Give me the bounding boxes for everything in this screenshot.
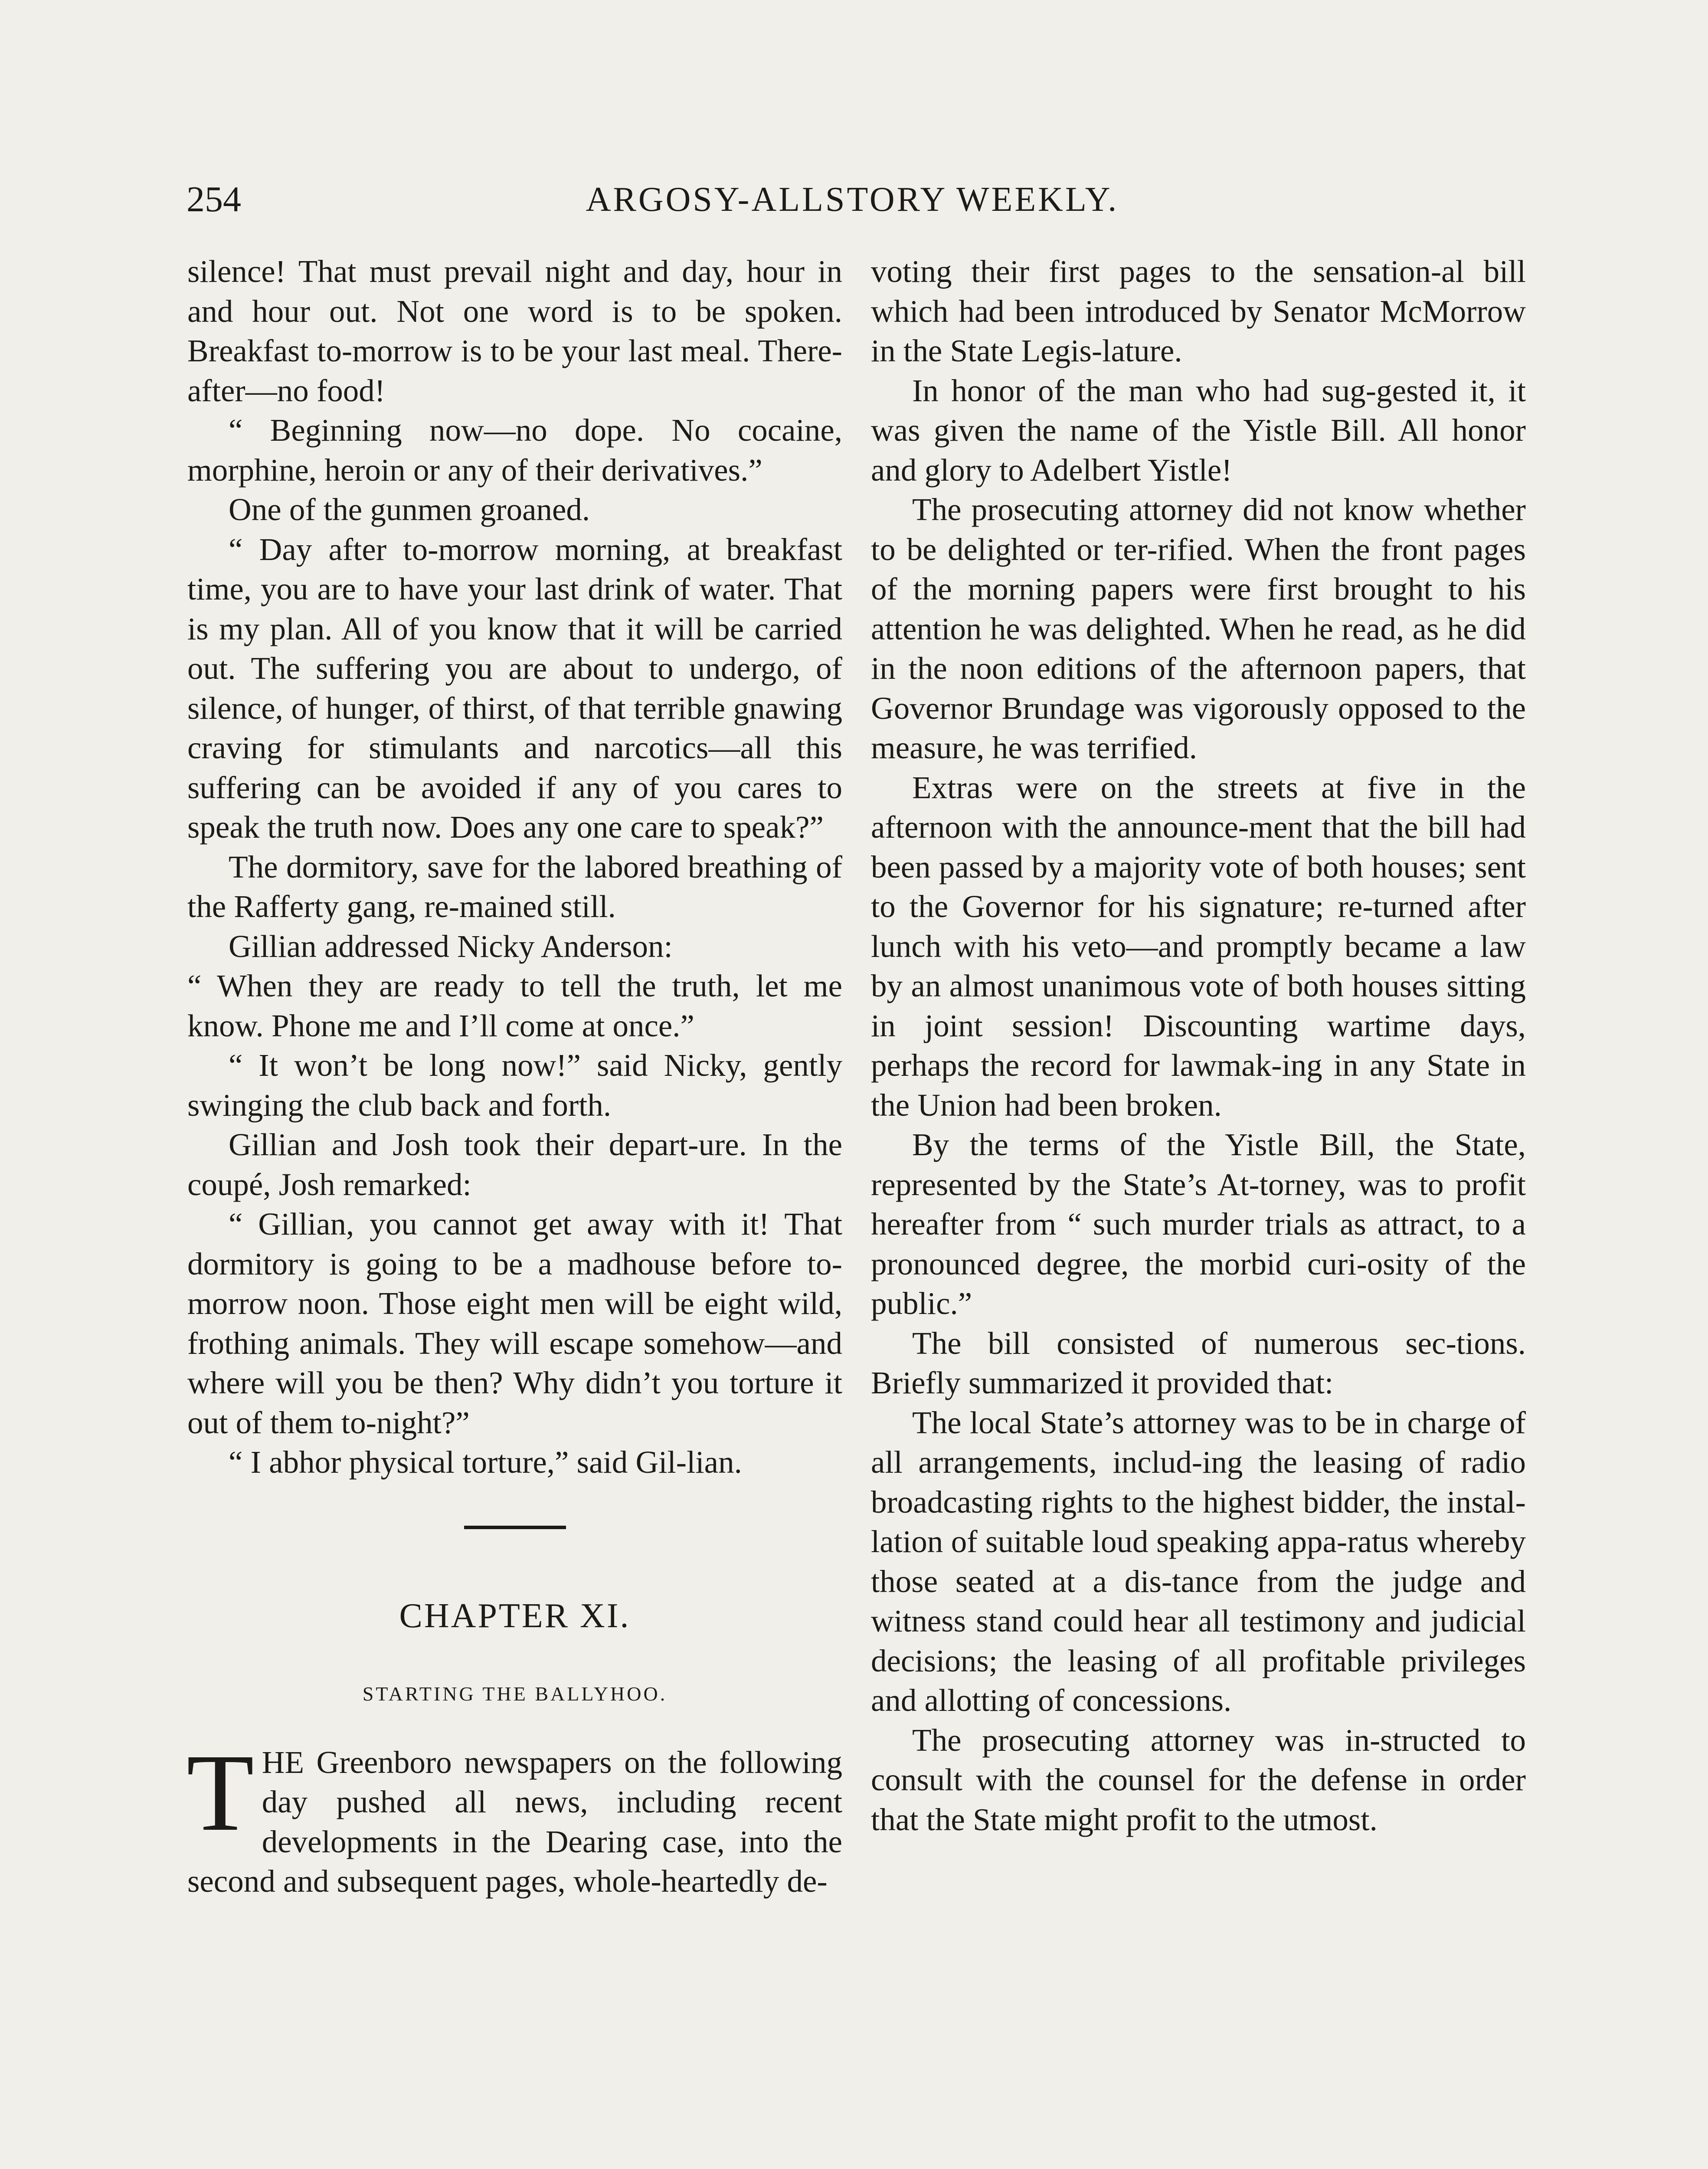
paragraph: voting their first pages to the sensation-al bill which had been introduced by Senator McMorrow in the State Legis-lature. bbox=[871, 254, 1526, 368]
paragraph: The prosecuting attorney was in-structed to consult with the counsel for the defense in order that the State might profit to the utmost. bbox=[871, 1722, 1526, 1837]
paragraph: “ I abhor physical torture,” said Gil-lian. bbox=[229, 1445, 742, 1480]
paragraph: In honor of the man who had sug-gested it, it was given the name of the Yistle Bill. All honor and glory to Adelbert Yistle! bbox=[871, 373, 1526, 488]
paragraph: “ It won’t be long now!” said Nicky, gently swinging the club back and forth. bbox=[187, 1048, 842, 1123]
paragraph: By the terms of the Yistle Bill, the State, represented by the State’s At-torney, was to profit hereafter from “ such murder trials as attract, to a pronounced degree, the morbid curi-osity of the public.” bbox=[871, 1127, 1526, 1321]
right-column bbox=[871, 252, 1526, 1839]
paragraph: Gillian and Josh took their depart-ure. In the coupé, Josh remarked: bbox=[187, 1127, 842, 1202]
drop-cap: T bbox=[187, 1731, 254, 1854]
chapter-title: CHAPTER XI. bbox=[399, 1596, 631, 1635]
paragraph: The prosecuting attorney did not know whether to be delighted or ter-rified. When the front pages of the morning papers were first brought to his attention he was delighted. When he read, as he did in the noon editions of the afternoon papers, that Governor Brundage was vigorously opposed to the measure, he was terrified. bbox=[871, 492, 1526, 765]
paragraph: “ Day after to-morrow morning, at breakfast time, you are to have your last drink of water. That is my plan. All of you know that it will be carried out. The suffering you are about to undergo, of silence, of hunger, of thirst, of that terrible gnawing craving for stimulants and narcotics—all this suffering can be avoided if any of you cares to speak the truth now. Does any one care to speak?” bbox=[187, 531, 842, 845]
page-header bbox=[187, 174, 1518, 226]
section-divider bbox=[464, 1526, 566, 1529]
paragraph: The bill consisted of numerous sec-tions. Briefly summarized it provided that: bbox=[871, 1325, 1526, 1400]
chapter-opening-paragraph bbox=[187, 1731, 842, 1901]
chapter-subtitle: STARTING THE BALLYHOO. bbox=[362, 1682, 667, 1705]
page-number: 254 bbox=[187, 179, 241, 220]
chapter-opening-text: HE Greenboro newspapers on the following day pushed all news, including recent developments in the Dearing case, into the second and subsequent pages, whole-heartedly de- bbox=[187, 1744, 842, 1899]
paragraph: silence! That must prevail night and day, hour in and hour out. Not one word is to be spoken. Breakfast to-morrow is to be your last meal. There-after—no food! bbox=[187, 254, 842, 408]
paragraph: “ When they are ready to tell the truth, let me know. Phone me and I’ll come at once.” bbox=[187, 968, 842, 1043]
paragraph: The dormitory, save for the labored breathing of the Rafferty gang, re-mained still. bbox=[187, 849, 842, 924]
paragraph: Extras were on the streets at five in the afternoon with the announce-ment that the bill had been passed by a majority vote of both houses; sent to the Governor for his signature; re-turned after lunch with his veto—and promptly became a law by an almost unanimous vote of both houses sitting in joint session! Discounting wartime days, perhaps the record for lawmak-ing in any State in the Union had been broken. bbox=[871, 770, 1526, 1123]
paragraph: “ Gillian, you cannot get away with it! That dormitory is going to be a madhouse before to-morrow noon. Those eight men will be eight wild, frothing animals. They will escape somehow—and where will you be then? Why didn’t you torture it out of them to-night?” bbox=[187, 1206, 842, 1440]
paragraph: Gillian addressed Nicky Anderson: bbox=[229, 928, 673, 964]
left-column bbox=[187, 252, 842, 1901]
paragraph: The local State’s attorney was to be in charge of all arrangements, includ-ing the leasing of radio broadcasting rights to the highest bidder, the instal-lation of suitable loud speaking appa-ratus whereby those seated at a dis-tance from the judge and witness stand could hear all testimony and judicial decisions; the leasing of all profitable privileges and allotting of concessions. bbox=[871, 1405, 1526, 1718]
paragraph: One of the gunmen groaned. bbox=[229, 492, 590, 527]
paragraph: “ Beginning now—no dope. No cocaine, morphine, heroin or any of their derivatives.” bbox=[187, 413, 842, 488]
running-head: ARGOSY-ALLSTORY WEEKLY. bbox=[586, 180, 1119, 219]
